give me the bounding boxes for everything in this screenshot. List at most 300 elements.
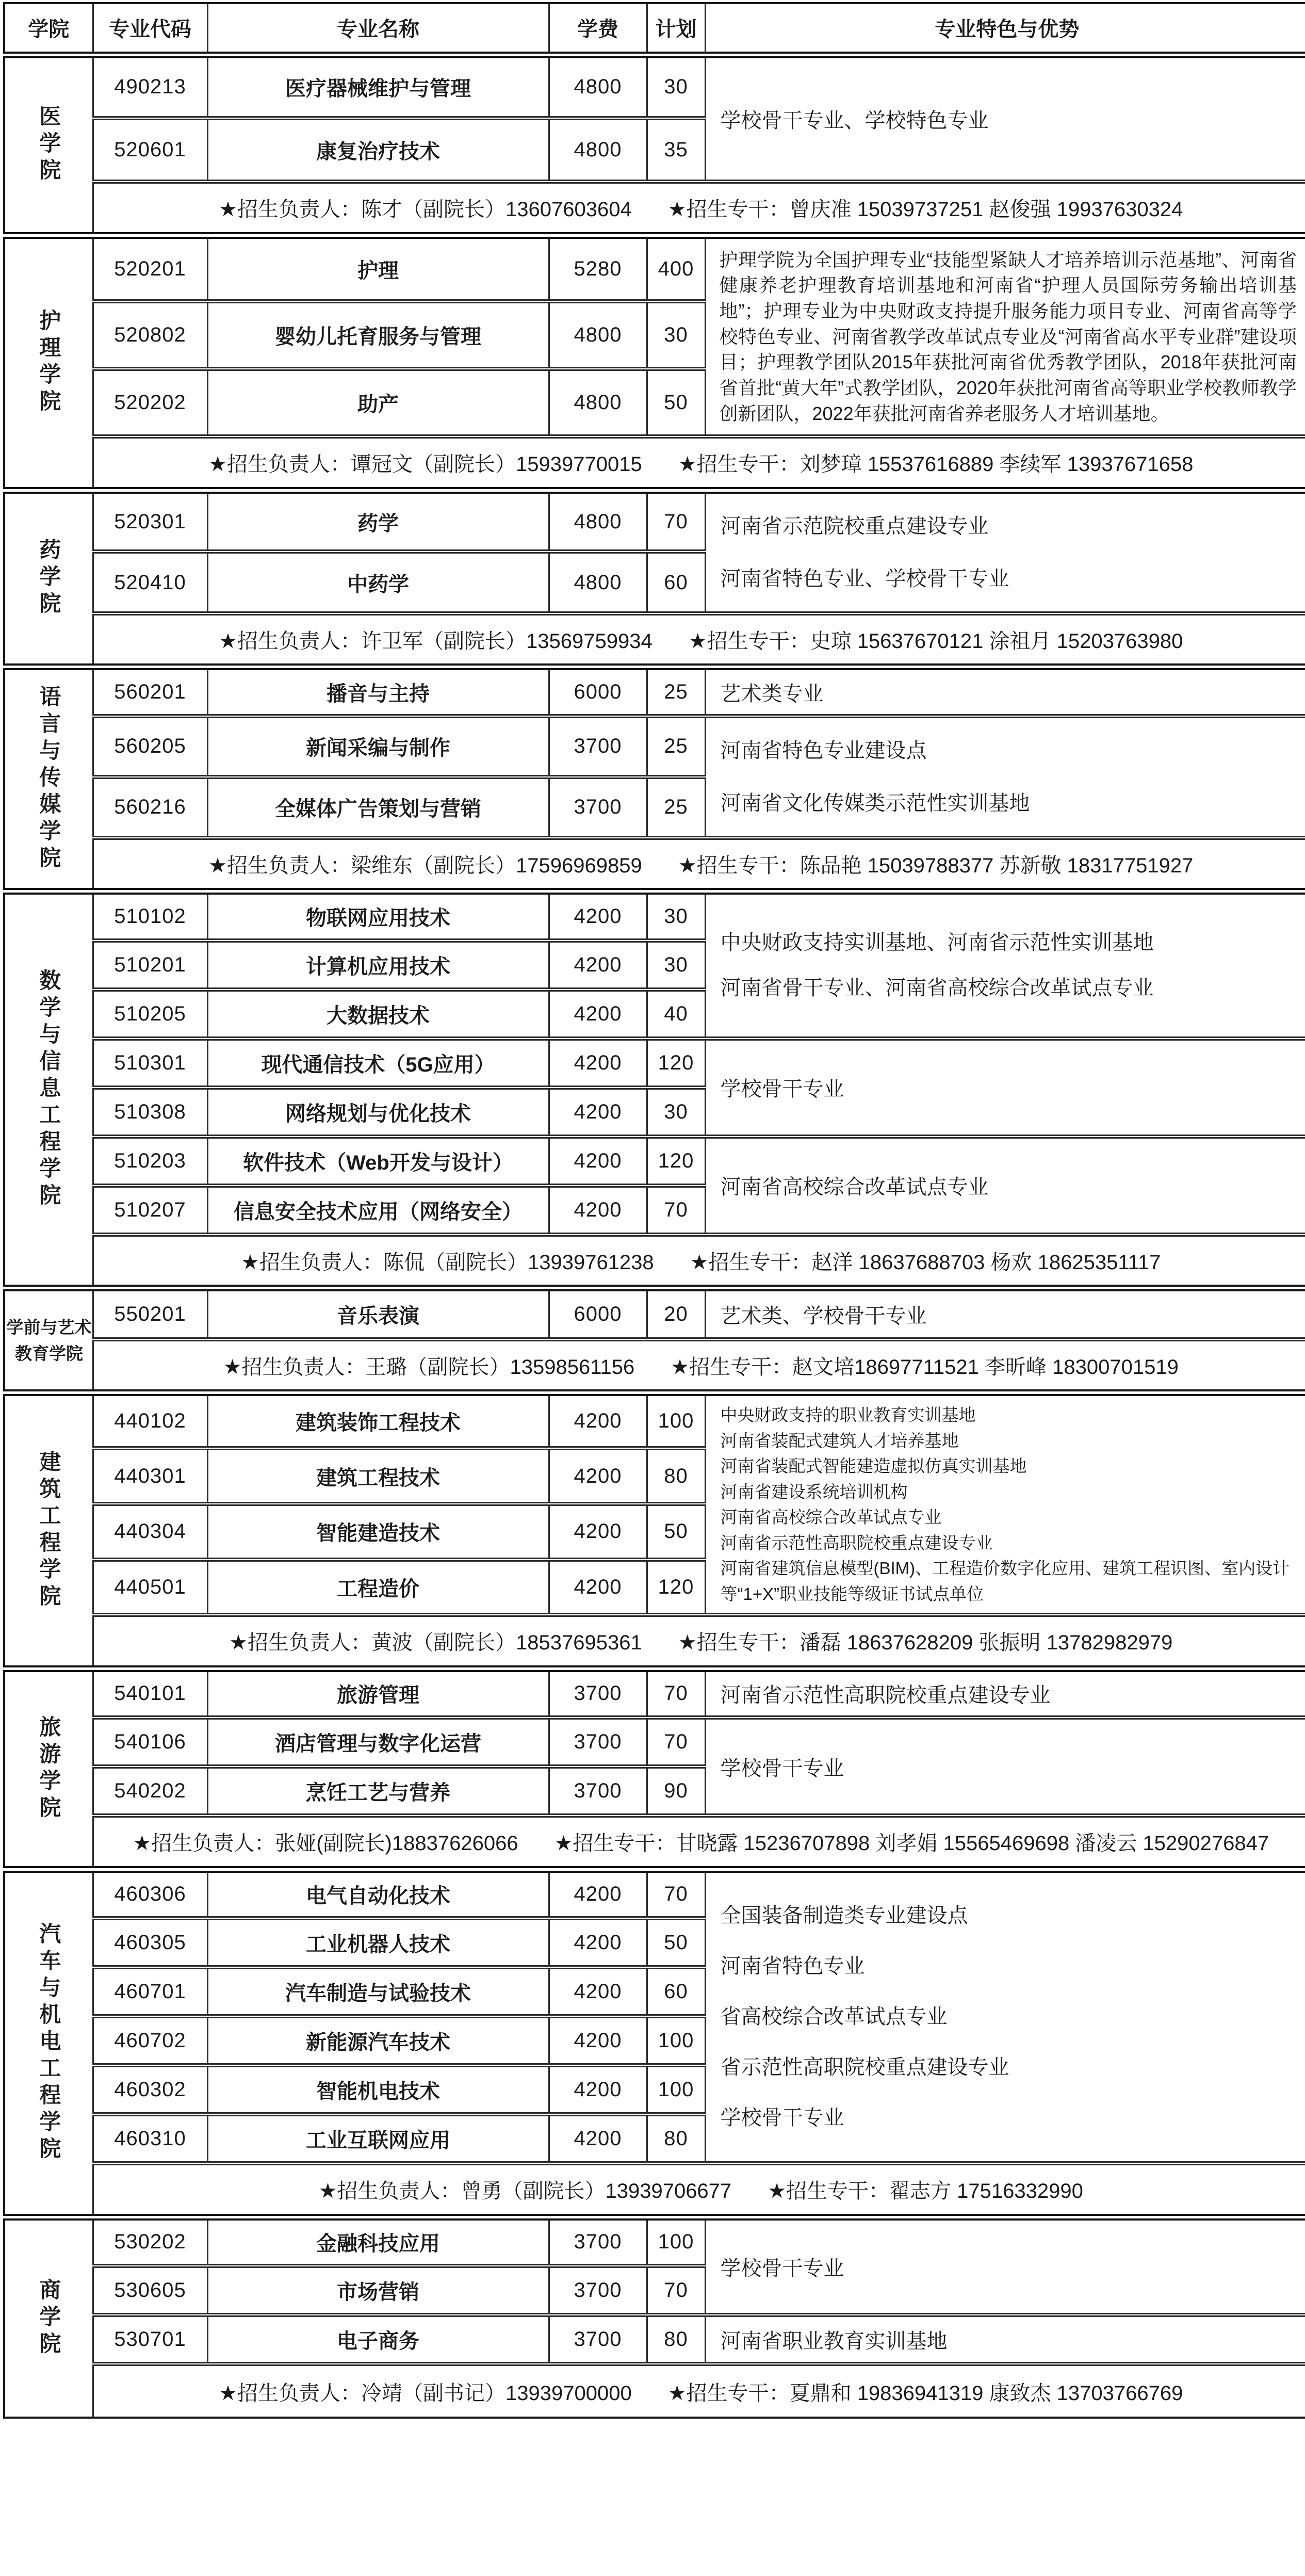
- section-footer-row: [4, 2163, 1305, 2217]
- recruit-officer-label: ★招生专干：: [688, 629, 810, 653]
- column-header: 专业名称: [207, 3, 549, 55]
- college-cell: [4, 2217, 93, 2418]
- fee-cell: 4200: [549, 1448, 647, 1504]
- table-row: [4, 667, 1305, 716]
- recruit-leader-value: 冷靖（副书记）13939700000: [361, 2381, 632, 2405]
- plan-cell: 100: [647, 2217, 705, 2266]
- feature-text: 艺术类专业: [720, 682, 824, 705]
- code-cell: 510308: [93, 1088, 207, 1137]
- feature-cell: [705, 1137, 1305, 1235]
- recruit-leader: [241, 1246, 654, 1275]
- footer-cell: [93, 1235, 1305, 1288]
- feature-text: 河南省装配式建筑人才培养基地: [720, 1431, 959, 1450]
- plan-cell: 30: [647, 301, 705, 369]
- recruit-officer-value: 翟志方 17516332990: [889, 2180, 1083, 2203]
- code-cell: 440304: [93, 1504, 207, 1560]
- fee-cell: 4200: [549, 1504, 647, 1560]
- fee-cell: 4200: [549, 2114, 647, 2163]
- recruit-leader-label: ★招生负责人：: [208, 854, 351, 877]
- college-name: 护理学院: [37, 309, 61, 417]
- major-cell: 工业机器人技术: [207, 1918, 549, 1967]
- feature-cell: [705, 55, 1305, 182]
- code-cell: 510203: [93, 1137, 207, 1186]
- fee-cell: 4200: [549, 1137, 647, 1186]
- feature-text: 中央财政支持实训基地、河南省示范性实训基地: [720, 931, 1154, 954]
- code-cell: 520301: [93, 490, 207, 552]
- recruit-leader-label: ★招生负责人：: [133, 1832, 275, 1855]
- major-cell: 酒店管理与数字化运营: [207, 1718, 549, 1767]
- college-name: 数学与信息工程学院: [37, 969, 61, 1211]
- code-cell: 520802: [93, 301, 207, 369]
- feature-text: 河南省建设系统培训机构: [720, 1482, 908, 1501]
- fee-cell: 4200: [549, 1918, 647, 1967]
- recruit-leader: [219, 2377, 632, 2406]
- column-header: 学费: [549, 3, 647, 55]
- feature-text: 河南省建筑信息模型(BIM)、工程造价数字化应用、建筑工程识图、室内设计等“1+X”职业技能等级证书试点单位: [720, 1559, 1290, 1603]
- plan-cell: 25: [647, 777, 705, 838]
- fee-cell: 4200: [549, 941, 647, 990]
- college-name: 医学院: [37, 105, 61, 185]
- section-footer-row: [4, 436, 1305, 490]
- code-cell: 460701: [93, 1967, 207, 2016]
- plan-cell: 100: [647, 1393, 705, 1449]
- college-cell: [4, 490, 93, 667]
- recruit-officer: [690, 1246, 1161, 1275]
- major-cell: 全媒体广告策划与营销: [207, 777, 549, 838]
- code-cell: 440501: [93, 1560, 207, 1615]
- code-cell: 510201: [93, 941, 207, 990]
- major-cell: 播音与主持: [207, 667, 549, 716]
- section-footer-row: [4, 182, 1305, 235]
- fee-cell: 4200: [549, 2065, 647, 2114]
- major-cell: 网络规划与优化技术: [207, 1088, 549, 1137]
- plan-cell: 120: [647, 1137, 705, 1186]
- plan-cell: 70: [647, 1186, 705, 1235]
- recruit-officer-label: ★招生专干：: [768, 2180, 890, 2203]
- recruit-officer-value: 赵洋 18637688703 杨欢 18625351117: [811, 1251, 1161, 1274]
- recruit-leader-value: 王璐（副院长）13598561156: [365, 1355, 635, 1379]
- major-cell: 康复治疗技术: [207, 118, 549, 182]
- feature-text: 河南省装配式智能建造虚拟仿真实训基地: [720, 1456, 1027, 1476]
- section-footer-row: [4, 2364, 1305, 2418]
- column-header: 专业特色与优势: [705, 3, 1305, 55]
- plan-cell: 70: [647, 2266, 705, 2315]
- code-cell: 560216: [93, 777, 207, 838]
- major-cell: 护理: [207, 235, 549, 301]
- code-cell: 540101: [93, 1668, 207, 1718]
- footer-cell: [93, 1615, 1305, 1668]
- major-cell: 烹饪工艺与营养: [207, 1767, 549, 1816]
- major-cell: 音乐表演: [207, 1288, 549, 1339]
- fee-cell: 3700: [549, 2266, 647, 2315]
- feature-cell: [705, 2217, 1305, 2315]
- table-row: [4, 235, 1305, 301]
- feature-text: 河南省示范院校重点建设专业: [720, 514, 989, 538]
- plan-cell: 120: [647, 1560, 705, 1615]
- recruit-officer-value: 甘晓露 15236707898 刘孝娟 15565469698 潘凌云 15290276847: [676, 1832, 1269, 1855]
- major-cell: 大数据技术: [207, 990, 549, 1039]
- feature-text: 河南省特色专业: [720, 1955, 865, 1978]
- feature-cell: [705, 1668, 1305, 1718]
- plan-cell: 30: [647, 892, 705, 941]
- code-cell: 530202: [93, 2217, 207, 2266]
- recruit-officer: [768, 2175, 1083, 2204]
- code-cell: 520410: [93, 552, 207, 613]
- recruit-officer-value: 史琼 15637670121 涂祖月 15203763980: [810, 629, 1183, 653]
- major-cell: 物联网应用技术: [207, 892, 549, 941]
- college-name: 药学院: [37, 538, 61, 619]
- feature-text: 河南省文化传媒类示范性实训基地: [720, 791, 1030, 815]
- recruit-officer: [678, 1626, 1173, 1656]
- feature-text: 学校骨干专业: [720, 1078, 844, 1101]
- fee-cell: 4800: [549, 369, 647, 436]
- fee-cell: 6000: [549, 667, 647, 716]
- major-cell: 智能建造技术: [207, 1504, 549, 1560]
- feature-text: 学校骨干专业: [720, 1757, 844, 1780]
- major-cell: 建筑工程技术: [207, 1448, 549, 1504]
- plan-cell: 400: [647, 235, 705, 301]
- plan-cell: 35: [647, 118, 705, 182]
- feature-text: 河南省高校综合改革试点专业: [720, 1176, 989, 1199]
- fee-cell: 3700: [549, 1718, 647, 1767]
- section-footer-row: [4, 1615, 1305, 1668]
- major-cell: 市场营销: [207, 2266, 549, 2315]
- plan-cell: 90: [647, 1767, 705, 1816]
- recruit-leader: [223, 1351, 635, 1380]
- major-cell: 信息安全技术应用（网络安全）: [207, 1186, 549, 1235]
- recruit-leader: [219, 625, 652, 654]
- recruit-leader-value: 梁维东（副院长）17596969859: [351, 854, 642, 877]
- recruit-leader-value: 陈才（副院长）13607603604: [361, 198, 632, 221]
- recruit-officer: [554, 1827, 1269, 1856]
- feature-text: 省示范性高职院校重点建设专业: [720, 2056, 1009, 2079]
- footer-cell: [93, 1816, 1305, 1869]
- college-cell: [4, 667, 93, 892]
- major-cell: 新能源汽车技术: [207, 2016, 549, 2065]
- fee-cell: 5280: [549, 235, 647, 301]
- recruit-leader: [133, 1827, 518, 1856]
- plan-cell: 80: [647, 2114, 705, 2163]
- code-cell: 460310: [93, 2114, 207, 2163]
- feature-text: 学校骨干专业: [720, 2257, 844, 2280]
- feature-text: 艺术类、学校骨干专业: [720, 1304, 927, 1327]
- table-row: [4, 1288, 1305, 1339]
- major-cell: 现代通信技术（5G应用）: [207, 1039, 549, 1088]
- recruit-officer-label: ★招生专干：: [554, 1832, 676, 1855]
- admissions-table: [3, 2, 1305, 2419]
- table-row: [4, 1393, 1305, 1449]
- fee-cell: 4200: [549, 1869, 647, 1918]
- code-cell: 540106: [93, 1718, 207, 1767]
- footer-cell: [93, 838, 1305, 892]
- feature-text: 河南省骨干专业、河南省高校综合改革试点专业: [720, 977, 1154, 1000]
- college-cell: [4, 1869, 93, 2217]
- plan-cell: 50: [647, 369, 705, 436]
- table-row: [4, 1137, 1305, 1186]
- major-cell: 工业互联网应用: [207, 2114, 549, 2163]
- major-cell: 计算机应用技术: [207, 941, 549, 990]
- college-name: 语言与传媒学院: [37, 685, 61, 873]
- plan-cell: 60: [647, 552, 705, 613]
- college-cell: [4, 892, 93, 1288]
- major-cell: 建筑装饰工程技术: [207, 1393, 549, 1449]
- fee-cell: 6000: [549, 1288, 647, 1339]
- footer-cell: [93, 436, 1305, 490]
- fee-cell: 4200: [549, 2016, 647, 2065]
- feature-cell: [705, 716, 1305, 838]
- feature-text: 河南省高校综合改革试点专业: [720, 1508, 942, 1527]
- plan-cell: 70: [647, 1718, 705, 1767]
- plan-cell: 80: [647, 1448, 705, 1504]
- recruit-leader-value: 张娅(副院长)18837626066: [275, 1832, 518, 1855]
- fee-cell: 3700: [549, 777, 647, 838]
- table-row: [4, 892, 1305, 941]
- recruit-officer-value: 潘磊 18637628209 张振明 13782982979: [800, 1631, 1173, 1655]
- plan-cell: 70: [647, 490, 705, 552]
- feature-text: 河南省特色专业建设点: [720, 739, 927, 762]
- college-cell: [4, 1393, 93, 1669]
- section-footer-row: [4, 838, 1305, 892]
- college-name: 汽车与机电工程学院: [37, 1922, 61, 2164]
- recruit-leader-value: 曾勇（副院长）13939706677: [461, 2180, 732, 2203]
- feature-cell: [705, 1393, 1305, 1615]
- column-header: 计划: [647, 3, 705, 55]
- section-footer-row: [4, 613, 1305, 667]
- recruit-officer-label: ★招生专干：: [667, 2381, 790, 2405]
- recruit-officer-value: 陈品艳 15039788377 苏新敬 18317751927: [800, 854, 1194, 877]
- recruit-officer-label: ★招生专干：: [678, 453, 800, 476]
- code-cell: 520201: [93, 235, 207, 301]
- major-cell: 电气自动化技术: [207, 1869, 549, 1918]
- recruit-leader-value: 许卫军（副院长）13569759934: [361, 629, 652, 653]
- plan-cell: 20: [647, 1288, 705, 1339]
- fee-cell: 4800: [549, 55, 647, 118]
- recruit-officer: [689, 625, 1183, 654]
- recruit-officer-label: ★招生专干：: [678, 854, 800, 877]
- plan-cell: 80: [647, 2315, 705, 2364]
- code-cell: 440301: [93, 1448, 207, 1504]
- table-row: [4, 2217, 1305, 2266]
- feature-cell: [705, 1288, 1305, 1339]
- plan-cell: 50: [647, 1918, 705, 1967]
- fee-cell: 3700: [549, 1668, 647, 1718]
- recruit-officer-label: ★招生专干：: [667, 198, 790, 221]
- recruit-leader-label: ★招生负责人：: [219, 2381, 361, 2405]
- fee-cell: 4800: [549, 490, 647, 552]
- major-cell: 新闻采编与制作: [207, 716, 549, 777]
- code-cell: 560205: [93, 716, 207, 777]
- feature-cell: [705, 667, 1305, 716]
- plan-cell: 100: [647, 2065, 705, 2114]
- recruit-leader-value: 谭冠文（副院长）15939770015: [351, 453, 642, 476]
- code-cell: 510205: [93, 990, 207, 1039]
- feature-text: 护理学院为全国护理专业“技能型紧缺人才培养培训示范基地”、河南省健康养老护理教育培训基地和河南省“护理人员国际劳务输出培训基地”；护理专业为中央财政支持提升服务能力项目专业、河南省高等学校特色专业、河南省教学改革试点专业及“河南省高水平专业群”建设项目；护理教学团队2015年获批河南省优秀教学团队，2018年获批河南省首批“黄大年”式教学团队，2020年获批河南省高等职业学校教师教学创新团队，2022年获批河南省养老服务人才培训基地。: [719, 249, 1297, 424]
- fee-cell: 3700: [549, 1767, 647, 1816]
- feature-cell: [705, 1869, 1305, 2163]
- recruit-leader: [208, 849, 642, 879]
- recruit-leader-label: ★招生负责人：: [318, 2180, 461, 2203]
- column-header: 专业代码: [93, 3, 207, 55]
- feature-text: 省高校综合改革试点专业: [720, 2005, 948, 2029]
- table-row: [4, 1718, 1305, 1767]
- recruit-leader-value: 黄波（副院长）18537695361: [371, 1631, 642, 1655]
- code-cell: 460306: [93, 1869, 207, 1918]
- fee-cell: 4200: [549, 1393, 647, 1449]
- table-row: [4, 490, 1305, 552]
- table-row: [4, 2315, 1305, 2364]
- college-name: 学前与艺术教育学院: [6, 1318, 92, 1364]
- recruit-officer: [668, 193, 1183, 222]
- table-row: [4, 1039, 1305, 1088]
- section-footer-row: [4, 1235, 1305, 1288]
- recruit-officer: [668, 2377, 1183, 2406]
- feature-cell: [705, 1718, 1305, 1816]
- fee-cell: 4800: [549, 118, 647, 182]
- code-cell: 510102: [93, 892, 207, 941]
- code-cell: 510301: [93, 1039, 207, 1088]
- plan-cell: 70: [647, 1869, 705, 1918]
- recruit-officer-label: ★招生专干：: [690, 1251, 812, 1274]
- recruit-officer-value: 夏鼎和 19836941319 康致杰 13703766769: [789, 2381, 1183, 2405]
- footer-cell: [93, 2364, 1305, 2418]
- plan-cell: 100: [647, 2016, 705, 2065]
- fee-cell: 4800: [549, 301, 647, 369]
- code-cell: 550201: [93, 1288, 207, 1339]
- major-cell: 药学: [207, 490, 549, 552]
- code-cell: 540202: [93, 1767, 207, 1816]
- recruit-leader: [319, 2175, 732, 2204]
- fee-cell: 4200: [549, 1039, 647, 1088]
- college-cell: [4, 235, 93, 490]
- feature-text: 全国装备制造类专业建设点: [720, 1904, 968, 1927]
- footer-cell: [93, 1339, 1305, 1393]
- college-cell: [4, 55, 93, 235]
- recruit-officer-value: 刘梦璋 15537616889 李续军 13937671658: [800, 453, 1194, 476]
- code-cell: 460302: [93, 2065, 207, 2114]
- footer-cell: [93, 2163, 1305, 2217]
- recruit-leader: [219, 193, 632, 222]
- feature-text: 学校骨干专业、学校特色专业: [720, 109, 989, 132]
- fee-cell: 3700: [549, 2315, 647, 2364]
- college-cell: [4, 1668, 93, 1869]
- footer-cell: [93, 613, 1305, 667]
- code-cell: 520202: [93, 369, 207, 436]
- recruit-leader-label: ★招生负责人：: [208, 453, 351, 476]
- plan-cell: 30: [647, 55, 705, 118]
- college-cell: [4, 1288, 93, 1393]
- code-cell: 520601: [93, 118, 207, 182]
- feature-text: 河南省职业教育实训基地: [720, 2330, 948, 2353]
- recruit-leader-label: ★招生负责人：: [219, 629, 361, 653]
- table-row: [4, 716, 1305, 777]
- plan-cell: 25: [647, 667, 705, 716]
- plan-cell: 40: [647, 990, 705, 1039]
- major-cell: 中药学: [207, 552, 549, 613]
- major-cell: 工程造价: [207, 1560, 549, 1615]
- recruit-leader: [208, 448, 642, 477]
- college-name: 商学院: [37, 2278, 61, 2359]
- recruit-leader-label: ★招生负责人：: [241, 1251, 383, 1274]
- feature-text: 河南省示范性高职院校重点建设专业: [720, 1533, 993, 1552]
- plan-cell: 120: [647, 1039, 705, 1088]
- fee-cell: 4200: [549, 1967, 647, 2016]
- table-row: [4, 1668, 1305, 1718]
- column-header: 学院: [4, 3, 93, 55]
- major-cell: 软件技术（Web开发与设计）: [207, 1137, 549, 1186]
- major-cell: 助产: [207, 369, 549, 436]
- code-cell: 530701: [93, 2315, 207, 2364]
- recruit-officer-label: ★招生专干：: [678, 1631, 800, 1655]
- major-cell: 电子商务: [207, 2315, 549, 2364]
- recruit-officer-label: ★招生专干：: [671, 1355, 793, 1379]
- plan-cell: 30: [647, 941, 705, 990]
- code-cell: 440102: [93, 1393, 207, 1449]
- table-row: [4, 1869, 1305, 1918]
- code-cell: 460305: [93, 1918, 207, 1967]
- plan-cell: 30: [647, 1088, 705, 1137]
- feature-text: 中央财政支持的职业教育实训基地: [720, 1405, 976, 1425]
- fee-cell: 4200: [549, 1560, 647, 1615]
- major-cell: 医疗器械维护与管理: [207, 55, 549, 118]
- plan-cell: 50: [647, 1504, 705, 1560]
- feature-cell: [705, 1039, 1305, 1137]
- recruit-officer: [678, 849, 1194, 879]
- recruit-leader-label: ★招生负责人：: [219, 198, 361, 221]
- section-footer-row: [4, 1816, 1305, 1869]
- fee-cell: 4800: [549, 552, 647, 613]
- code-cell: 510207: [93, 1186, 207, 1235]
- code-cell: 460702: [93, 2016, 207, 2065]
- fee-cell: 3700: [549, 716, 647, 777]
- fee-cell: 4200: [549, 990, 647, 1039]
- recruit-leader-label: ★招生负责人：: [229, 1631, 371, 1655]
- college-name: 建筑工程学院: [37, 1450, 61, 1611]
- major-cell: 金融科技应用: [207, 2217, 549, 2266]
- code-cell: 490213: [93, 55, 207, 118]
- section-footer-row: [4, 1339, 1305, 1393]
- fee-cell: 4200: [549, 892, 647, 941]
- major-cell: 婴幼儿托育服务与管理: [207, 301, 549, 369]
- recruit-officer-value: 赵文培18697711521 李昕峰 18300701519: [792, 1355, 1179, 1379]
- recruit-officer: [678, 448, 1194, 477]
- fee-cell: 4200: [549, 1186, 647, 1235]
- plan-cell: 60: [647, 1967, 705, 2016]
- fee-cell: 4200: [549, 1088, 647, 1137]
- plan-cell: 70: [647, 1668, 705, 1718]
- plan-cell: 25: [647, 716, 705, 777]
- major-cell: 旅游管理: [207, 1668, 549, 1718]
- feature-cell: [705, 892, 1305, 1039]
- recruit-leader: [229, 1626, 642, 1656]
- major-cell: 汽车制造与试验技术: [207, 1967, 549, 2016]
- recruit-officer-value: 曾庆准 15039737251 赵俊强 19937630324: [789, 198, 1183, 221]
- feature-text: 河南省示范性高职院校重点建设专业: [720, 1684, 1051, 1707]
- major-cell: 智能机电技术: [207, 2065, 549, 2114]
- recruit-leader-value: 陈侃（副院长）13939761238: [383, 1251, 654, 1274]
- feature-cell: [705, 2315, 1305, 2364]
- recruit-officer: [671, 1351, 1179, 1380]
- feature-cell: [705, 490, 1305, 613]
- feature-text: 河南省特色专业、学校骨干专业: [720, 567, 1009, 590]
- feature-cell: [705, 235, 1305, 436]
- recruit-leader-label: ★招生负责人：: [223, 1355, 366, 1379]
- code-cell: 560201: [93, 667, 207, 716]
- college-name: 旅游学院: [37, 1715, 61, 1823]
- footer-cell: [93, 182, 1305, 235]
- code-cell: 530605: [93, 2266, 207, 2315]
- fee-cell: 3700: [549, 2217, 647, 2266]
- feature-text: 学校骨干专业: [720, 2107, 844, 2130]
